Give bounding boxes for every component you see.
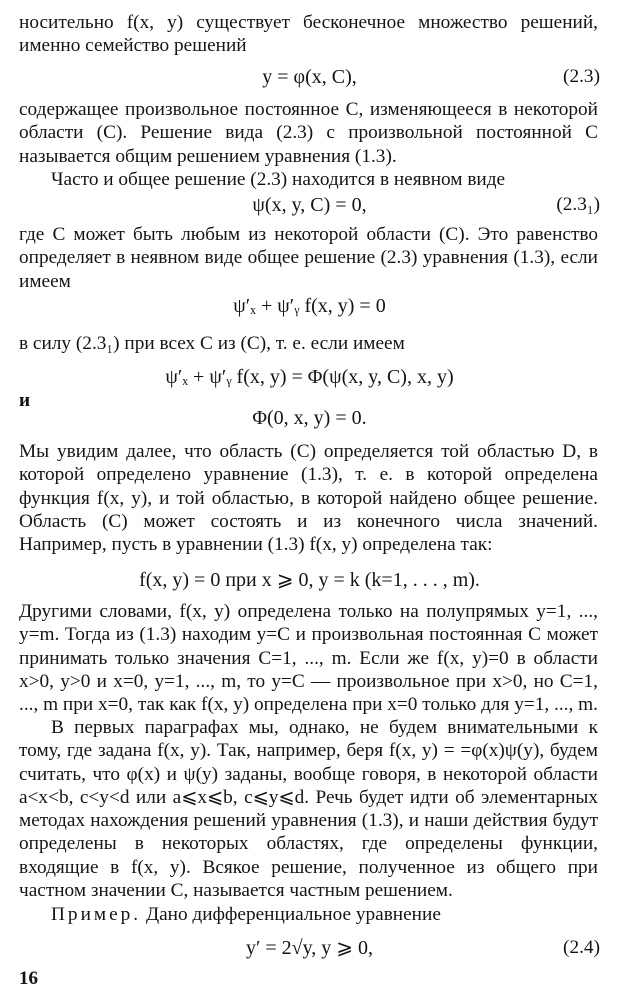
equation-2-3-body: y = φ(x, C), [262, 66, 357, 88]
paragraph-4: где C может быть любым из некоторой области (C). Это равенство определяет в неявном виде общее решение (2.3) уравнения (1.3), если имеем [19, 224, 598, 292]
equation-2-3-1-number: (2.3₁) [556, 194, 600, 215]
equation-2-4-body: y′ = 2√y, y ⩾ 0, [245, 937, 374, 959]
paragraph-3: Часто и общее решение (2.3) находится в неявном виде [51, 169, 506, 190]
conjunction-and: и [19, 390, 31, 411]
example-text: Дано дифференциальное уравнение [145, 904, 441, 925]
equation-2-3-number: (2.3) [563, 66, 600, 87]
paragraph-1: носительно f(x, y) существует бесконечное множество решений, именно семейство решений [19, 12, 598, 57]
equation-phi-form-body: ψ′ₓ + ψ′ᵧ f(x, y) = Φ(ψ(x, y, C), x, y) [165, 366, 454, 388]
page-number: 16 [19, 968, 38, 989]
equation-implicit-derivative-body: ψ′ₓ + ψ′ᵧ f(x, y) = 0 [233, 295, 386, 317]
equation-2-4-number: (2.4) [563, 937, 600, 958]
paragraph-7: Другими словами, f(x, y) определена только на полупрямых y=1, ..., y=m. Тогда из (1.3) находим y=C и произвольная постоянная C может принимать только значения C=1, ..., m. Если же f(x, y)=0 в области x>0, y>0 и x=0, y=1, ..., m, то y=C — произвольное при x>0, но C=1, ..., m при x=0, так как f(x, y) определена при x=0 только для y=1, ..., m. [19, 601, 598, 716]
paragraph-6: Мы увидим далее, что область (C) определяется той областью D, в которой определено уравнение (1.3), т. е. в которой определена функция f(x, y), и той областью, в которой найдено общее решение. Область (C) может состоять и из конечного числа значений. Например, пусть в уравнении (1.3) f(x, y) определена так: [19, 441, 598, 556]
paragraph-2: содержащее произвольное постоянное C, изменяющееся в некоторой области (C). Решение вида (2.3) с произвольной постоянной C называется общим решением уравнения (1.3). [19, 99, 598, 167]
equation-2-3-1-body: ψ(x, y, C) = 0, [252, 194, 367, 216]
example-label: Пример. [51, 904, 142, 925]
equation-f-defined-body: f(x, y) = 0 при x ⩾ 0, y = k (k=1, . . . , m). [139, 569, 480, 591]
equation-phi-zero-body: Φ(0, x, y) = 0. [252, 407, 367, 429]
paragraph-example [19, 903, 598, 926]
paragraph-5: в силу (2.3₁) при всех C из (C), т. е. если имеем [19, 333, 405, 354]
paragraph-8: В первых параграфах мы, однако, не будем внимательными к тому, где задана f(x, y). Так, например, беря f(x, y) = =φ(x)ψ(y), будем считать, что φ(x) и ψ(y) заданы, вообще говоря, в некоторой области a<x<b, c<y<d или a⩽x⩽b, c⩽y⩽d. Речь будет идти об элементарных методах нахождения решений уравнения (1.3), и наши действия будут определены в некоторых областях, где определены функции, входящие в f(x, y). Всякое решение, полученное из общего при частном значении C, называется частным решением. [19, 717, 598, 902]
